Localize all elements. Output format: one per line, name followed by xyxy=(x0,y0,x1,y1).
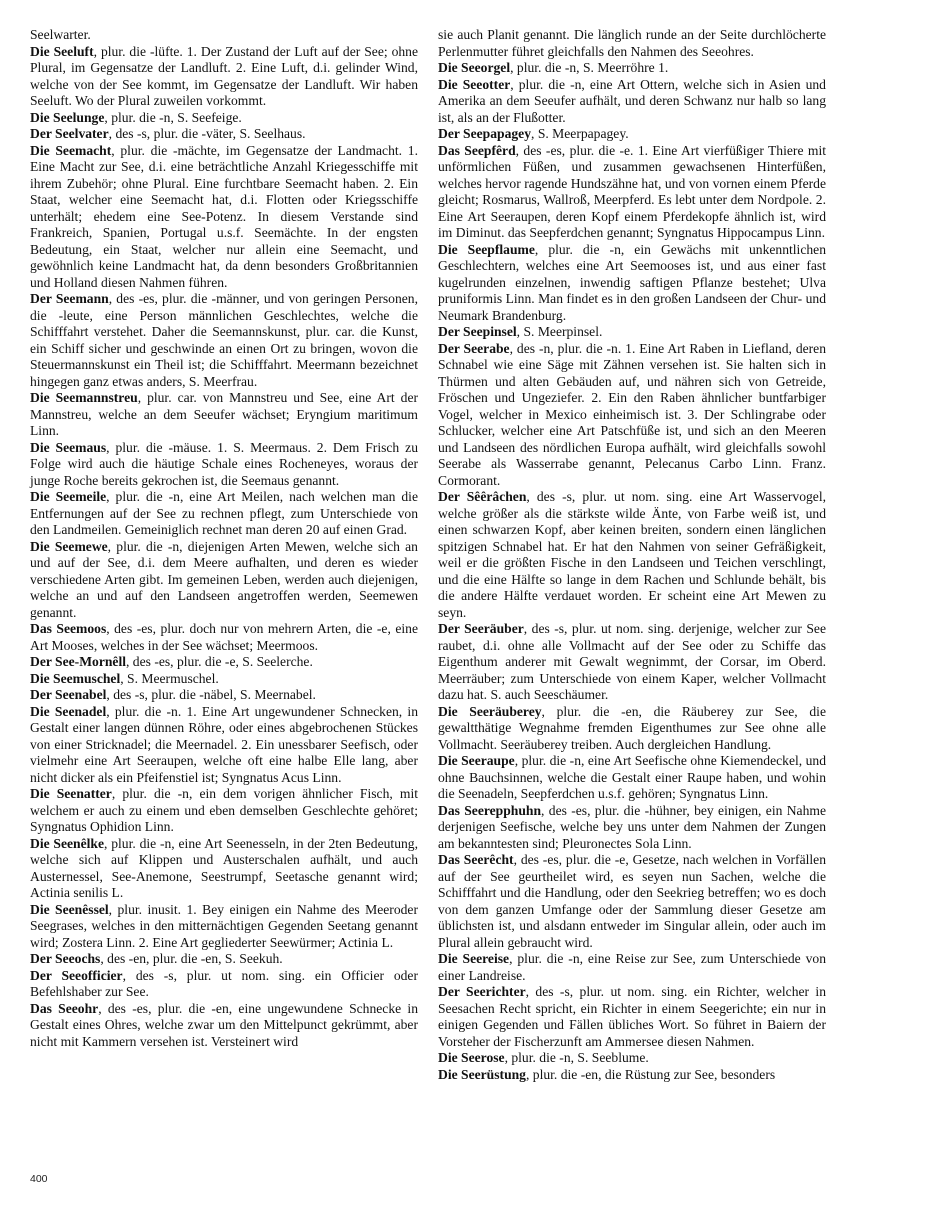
entry-headword: Die Seemeile xyxy=(30,489,107,504)
entry-text: , des -s, plur. ut nom. sing. ein Richter, welcher in Seesachen Recht spricht, ein Richter in einem Seegerichte; ein nur in einigen Gegenden und Fällen übliches Wort. So führet in Baiern der Vorsteher der Fischerzunft am Ammersee diesen Nahmen. xyxy=(438,984,826,1049)
right-column xyxy=(438,27,826,1083)
dictionary-entry xyxy=(438,60,826,77)
dictionary-entry xyxy=(30,110,418,127)
left-column xyxy=(30,27,418,1050)
entry-headword: Die Seeotter xyxy=(438,76,511,92)
entry-text: , des -es, plur. die -e. 1. Eine Art vierfüßiger Thiere mit unförmlichen Füßen, und zusammen gewachsenen Hinterfüßen, welches hervor ragende Hundszähne hat, und von vornen einem Pferde gleicht; Rosmarus, Wallroß, Meerpferd. Es lebt unter dem Nordpole. 2. Eine Art Seeraupen, deren Kopf einem Pferdekopfe ähnlich ist, wird im Diminut. das Seepferdchen genannt; Syngnatus Hippocampus Linn. xyxy=(438,142,826,240)
entry-text: , des -en, plur. die -en, S. Seekuh. xyxy=(100,951,283,966)
entry-headword: Die Seemuschel xyxy=(30,670,121,686)
entry-text: Seelwarter. xyxy=(30,27,91,42)
dictionary-entry xyxy=(30,143,418,292)
entry-text: , plur. die -n, S. Meerröhre 1. xyxy=(510,60,669,75)
dictionary-entry xyxy=(30,836,418,902)
entry-text: , plur. die -n, ein Gewächs mit unkenntlichen Geschlechtern, welches eine Art Seemooses ist, und aus einer fast kugelrunden einzelnen, inwendig saftigen Pflanze bestehet; Ulva pruniformis Linn. Man findet es in den großen Landseen der Chur- und Neumark Brandenburg. xyxy=(438,241,826,323)
entry-text: , plur. die -en, die Rüstung zur See, besonders xyxy=(525,1066,776,1082)
dictionary-entry xyxy=(438,852,826,951)
dictionary-entry xyxy=(30,671,418,688)
entry-headword: Der Sêêrâchen xyxy=(438,489,527,504)
entry-headword: Das Seerepphuhn xyxy=(438,802,542,818)
entry-text: , des -s, plur. die -väter, S. Seelhaus. xyxy=(108,126,306,141)
entry-text: , des -es, plur. die -e, S. Seelerche. xyxy=(126,654,313,669)
entry-text: , des -es, plur. die -e, Gesetze, nach welchen in Vorfällen auf der See geurtheilet wird, es seyen nun Sachen, welche die Schifffahrt und die Handlung, oder den Seekrieg betreffen; wo es doch von dem ganzen Umfange oder der Sammlung dieser Gesetze am üblichsten ist, und alsdann entweder im Singular allein, oder auch im Plural allein gebraucht wird. xyxy=(438,852,826,950)
dictionary-entry xyxy=(30,44,418,110)
entry-headword: Die Seeraupe xyxy=(438,753,515,768)
entry-headword: Der Seepapagey xyxy=(438,126,532,141)
dictionary-entry xyxy=(438,1067,826,1084)
entry-text: , des -s, plur. ut nom. sing. derjenige, welcher zur See raubet, d.i. ohne alle Vollmacht auf der See oder zu Schiffe das Eigenthum anderer mit Gewalt wegnimmt, der Corsar, im Oberd. Meerräuber; zum Unterschiede von einem Kaper, welcher Vollmacht dazu hat. S. auch Seeschäumer. xyxy=(438,621,826,702)
entry-headword: Die Seenêssel xyxy=(30,901,109,917)
dictionary-entry xyxy=(30,539,418,622)
entry-text: , plur. die -mächte, im Gegensatze der Landmacht. 1. Eine Macht zur See, d.i. eine beträchtliche Anzahl Kriegesschiffe mit ihrem Zubehör; ohne Plural. Eine furchtbare Seemacht haben. 2. Ein Staat, welcher eine Seemacht hat, d.i. Flotten oder Kriegsschiffe unterhält; ehedem eine See-Potenz. In diesem Verstande sind Frankreich, Spanien, Portugal u.s.f. Seemächte. In der engsten Bedeutung, ein Staat, welcher nur allein eine Seemacht, und gewöhnlich keine Landmacht hat, da denn besonders Großbritannien und Holland diesen Nahmen führen. xyxy=(30,142,418,290)
entry-text: , plur. inusit. 1. Bey einigen ein Nahme des Meeroder Seegrases, welches in den mitternächtigen Gegenden Seetang genannt wird; Zostera Linn. 2. Eine Art gegliederter Seewürmer; Actinia L. xyxy=(30,901,418,950)
entry-text: , plur. die -en, die Räuberey zur See, die gewaltthätige Wegnahme fremden Eigenthumes zur See ohne alle Vollmacht. Seeräuberey treiben. Auch dergleichen Handlung. xyxy=(438,703,826,752)
dictionary-entry xyxy=(438,341,826,490)
dictionary-entry xyxy=(30,489,418,539)
entry-headword: Die Seemewe xyxy=(30,538,108,554)
dictionary-entry xyxy=(438,803,826,853)
dictionary-entry xyxy=(438,984,826,1050)
entry-headword: Die Seenêlke xyxy=(30,835,105,851)
entry-headword: Der Seerichter xyxy=(438,984,526,999)
entry-text: , plur. die -n, ein dem vorigen ähnlicher Fisch, mit welchem er auch zu einem und eben demselben Geschlechte gehöret; Syngnatus Ophidion Linn. xyxy=(30,786,418,834)
entry-headword: Die Seerüstung xyxy=(438,1066,526,1082)
entry-text: , des -s, plur. ut nom. sing. eine Art Wasservogel, welche größer als die stärkste wilde Änte, von Farbe weiß ist, und einen schwarzen Kopf, aber keinen breiten, sondern einen länglichen spitzigen Schnabel hat. Er hat den Nahmen von seiner Gefräßigkeit, weil er die größten Fische in den Landseen und Teichen verschlingt, und die eine Hälfte so lange in dem Rachen und Schlunde behält, bis die andere Hälfte verdauet worden. Er scheint eine Art Mewen zu seyn. xyxy=(438,489,826,620)
entry-text: , plur. die -mäuse. 1. S. Meermaus. 2. Dem Frisch zu Folge wird auch die häutige Schale eines Rocheneyes, woraus der junge Roche bereits gekrochen ist, die Seemaus genannt. xyxy=(30,439,418,488)
dictionary-entry xyxy=(30,126,418,143)
dictionary-entry xyxy=(438,77,826,127)
dictionary-entry xyxy=(438,621,826,704)
dictionary-entry xyxy=(438,1050,826,1067)
dictionary-entry xyxy=(438,27,826,60)
entry-headword: Die Seelunge xyxy=(30,109,105,125)
entry-text: , plur. die -n, eine Reise zur See, zum Unterschiede von einer Landreise. xyxy=(438,951,826,983)
entry-text: , plur. die -n, S. Seeblume. xyxy=(504,1050,649,1065)
dictionary-entry xyxy=(30,390,418,440)
dictionary-entry xyxy=(30,902,418,952)
entry-headword: Der Seemann xyxy=(30,291,109,306)
entry-headword: Das Seemoos xyxy=(30,621,107,636)
entry-headword: Die Seeluft xyxy=(30,43,94,59)
entry-headword: Die Seemacht xyxy=(30,142,112,158)
entry-headword: Die Seereise xyxy=(438,951,510,966)
dictionary-entry xyxy=(30,440,418,490)
entry-headword: Die Seepflaume xyxy=(438,241,535,257)
entry-headword: Die Seemannstreu xyxy=(30,390,138,405)
dictionary-entry xyxy=(438,242,826,325)
dictionary-entry xyxy=(30,704,418,787)
entry-text: , plur. car. von Mannstreu und See, eine Art der Mannstreu, welche an dem Seeufer wächset; Eryngium maritimum Linn. xyxy=(30,390,419,438)
dictionary-entry xyxy=(30,968,418,1001)
page-number: 400 xyxy=(30,1173,48,1185)
entry-text: , des -s, plur. ut nom. sing. ein Officier oder Befehlshaber zur See. xyxy=(30,967,418,999)
dictionary-entry xyxy=(438,143,826,242)
dictionary-entry xyxy=(438,324,826,341)
entry-headword: Das Seepfêrd xyxy=(438,142,516,158)
entry-headword: Die Seenadel xyxy=(30,703,107,719)
entry-headword: Die Seerose xyxy=(438,1050,505,1065)
entry-text: , plur. die -n, diejenigen Arten Mewen, welche sich an und auf der See, d.i. dem Meere aufhalten, und deren es wieder verschiedene Arten gibt. Im gemeinen Leben, werden auch diejenigen, welche an und auf den Landseen angetroffen werden, Seemewen genannt. xyxy=(30,538,418,620)
entry-headword: Der Seelvater xyxy=(30,126,109,141)
dictionary-entry xyxy=(30,621,418,654)
entry-headword: Die Seeräuberey xyxy=(438,703,542,719)
dictionary-entry xyxy=(438,126,826,143)
entry-headword: Der Seeochs xyxy=(30,951,101,966)
entry-headword: Der Seeofficier xyxy=(30,967,123,983)
entry-headword: Der Seepinsel xyxy=(438,324,517,339)
entry-headword: Das Seeohr xyxy=(30,1000,99,1016)
entry-text: sie auch Planit genannt. Die länglich runde an der Seite durchlöcherte Perlenmutter führet gleichfalls den Nahmen des Seeohres. xyxy=(438,27,826,59)
dictionary-entry xyxy=(30,1001,418,1051)
entry-text: , des -es, plur. die -en, eine ungewundene Schnecke in Gestalt eines Ohres, welche zwar um den Mittelpunct gekrümmt, aber nicht mit Kammern versehen ist. Versteinert wird xyxy=(30,1000,418,1049)
dictionary-entry xyxy=(438,951,826,984)
dictionary-entry xyxy=(438,489,826,621)
entry-text: , plur. die -n, eine Art Seenesseln, in der 2ten Bedeutung, welche sich auf Klippen und Austerschalen aufhält, und auch Austernessel, See-Anemone, Seestrumpf, Seetasche genannt wird; Actinia senilis L. xyxy=(30,835,418,900)
dictionary-entry xyxy=(438,753,826,803)
entry-text: , des -n, plur. die -n. 1. Eine Art Raben in Liefland, deren Schnabel wie eine Säge mit Zähnen versehen ist. Sie halten sich in Thürmen und alten Gebäuden auf, und nähren sich von Getreide, Fröschen und Ungeziefer. 2. Ein den Raben ähnlicher buntfarbiger Vogel, welcher in Mexico einheimisch ist. 3. Der Schlingrabe oder Schlucker, welcher eine Art Patschfüße ist, und sich an den Meeren und Landseen des nördlichen Europa aufhält, wird gleichfalls sowohl Seerabe als Wasserrabe genannt, Pelecanus Carbo Linn. Franz. Cormorant. xyxy=(438,340,827,488)
entry-text: , plur. die -n, S. Seefeige. xyxy=(104,109,242,125)
dictionary-entry xyxy=(438,704,826,754)
entry-text: , des -s, plur. die -näbel, S. Meernabel. xyxy=(106,687,316,702)
entry-text: , des -es, plur. die -hühner, bey einigen, ein Nahme derjenigen Seefische, welche bey uns unter dem Nahmen der Zungen am bekanntesten sind; Pleuronectes Sola Linn. xyxy=(438,802,826,851)
dictionary-entry xyxy=(30,687,418,704)
entry-text: , plur. die -lüfte. 1. Der Zustand der Luft auf der See; ohne Plural, im Gegensatze der Landluft. 2. Eine Luft, d.i. gelinder Wind, welche von der See kommt, im Gegensatze der Landluft. Wir haben Seeluft. Wo der Plural zuweilen vorkommt. xyxy=(30,43,418,108)
entry-headword: Der Seenabel xyxy=(30,687,107,702)
entry-headword: Der See-Mornêll xyxy=(30,654,126,669)
entry-text: , des -es, plur. die -männer, und von geringen Personen, die -leute, eine Person männlichen Geschlechtes, welche die Schifffahrt verstehet. Daher die Seemannskunst, plur. car. die Kunst, ein Schiff sicher und geschwinde an einen Ort zu bringen, wovon die Steuermannskunst ein Theil ist; die Schifffahrt. Meermann bezeichnet hingegen ganz etwas anders, S. Meerfrau. xyxy=(30,291,418,389)
entry-headword: Die Seeorgel xyxy=(438,60,511,75)
entry-headword: Der Seeräuber xyxy=(438,621,524,636)
entry-headword: Die Seenatter xyxy=(30,786,112,801)
dictionary-entry xyxy=(30,951,418,968)
entry-text: , des -es, plur. doch nur von mehrern Arten, die -e, eine Art Mooses, welches in der See wächset; Meermoos. xyxy=(30,621,418,653)
entry-text: , plur. die -n, eine Art Meilen, nach welchen man die Entfernungen auf der See zu rechnen pflegt, zum Unterschiede von den Landmeilen. Gemeiniglich rechnet man deren 20 auf einen Grad. xyxy=(30,489,418,537)
entry-headword: Das Seerêcht xyxy=(438,852,514,867)
entry-text: , S. Meermuschel. xyxy=(120,670,219,686)
entry-headword: Der Seerabe xyxy=(438,340,510,356)
entry-headword: Die Seemaus xyxy=(30,439,107,455)
entry-text: , plur. die -n, eine Art Ottern, welche sich in Asien und Amerika an dem Seeufer aufhält, und deren Schwanz nur halb so lang ist, als an der Flußotter. xyxy=(438,76,826,125)
dictionary-entry xyxy=(30,654,418,671)
entry-text: , S. Meerpinsel. xyxy=(516,324,603,339)
entry-text: , plur. die -n. 1. Eine Art ungewundener Schnecken, in Gestalt einer langen dünnen Röhre, oder eines abgebrochenen Stückes von einer Stricknadel; die Meernadel. 2. Ein unessbarer Seefisch, oder vielmehr eine Art Seeraupen, welche oft eine halbe Elle lang, aber nicht dicker als ein Pfeifenstiel ist; Syngnatus Acus Linn. xyxy=(30,703,418,785)
dictionary-entry xyxy=(30,786,418,836)
dictionary-entry xyxy=(30,27,418,44)
entry-text: , S. Meerpapagey. xyxy=(531,126,629,141)
entry-text: , plur. die -n, eine Art Seefische ohne Kiemendeckel, und ohne Bauchsinnen, welche die Gestalt einer Raupe haben, und wohin die Seenadeln, Seepferdchen u.s.f. gehören; Syngnatus Linn. xyxy=(438,753,827,801)
dictionary-entry xyxy=(30,291,418,390)
